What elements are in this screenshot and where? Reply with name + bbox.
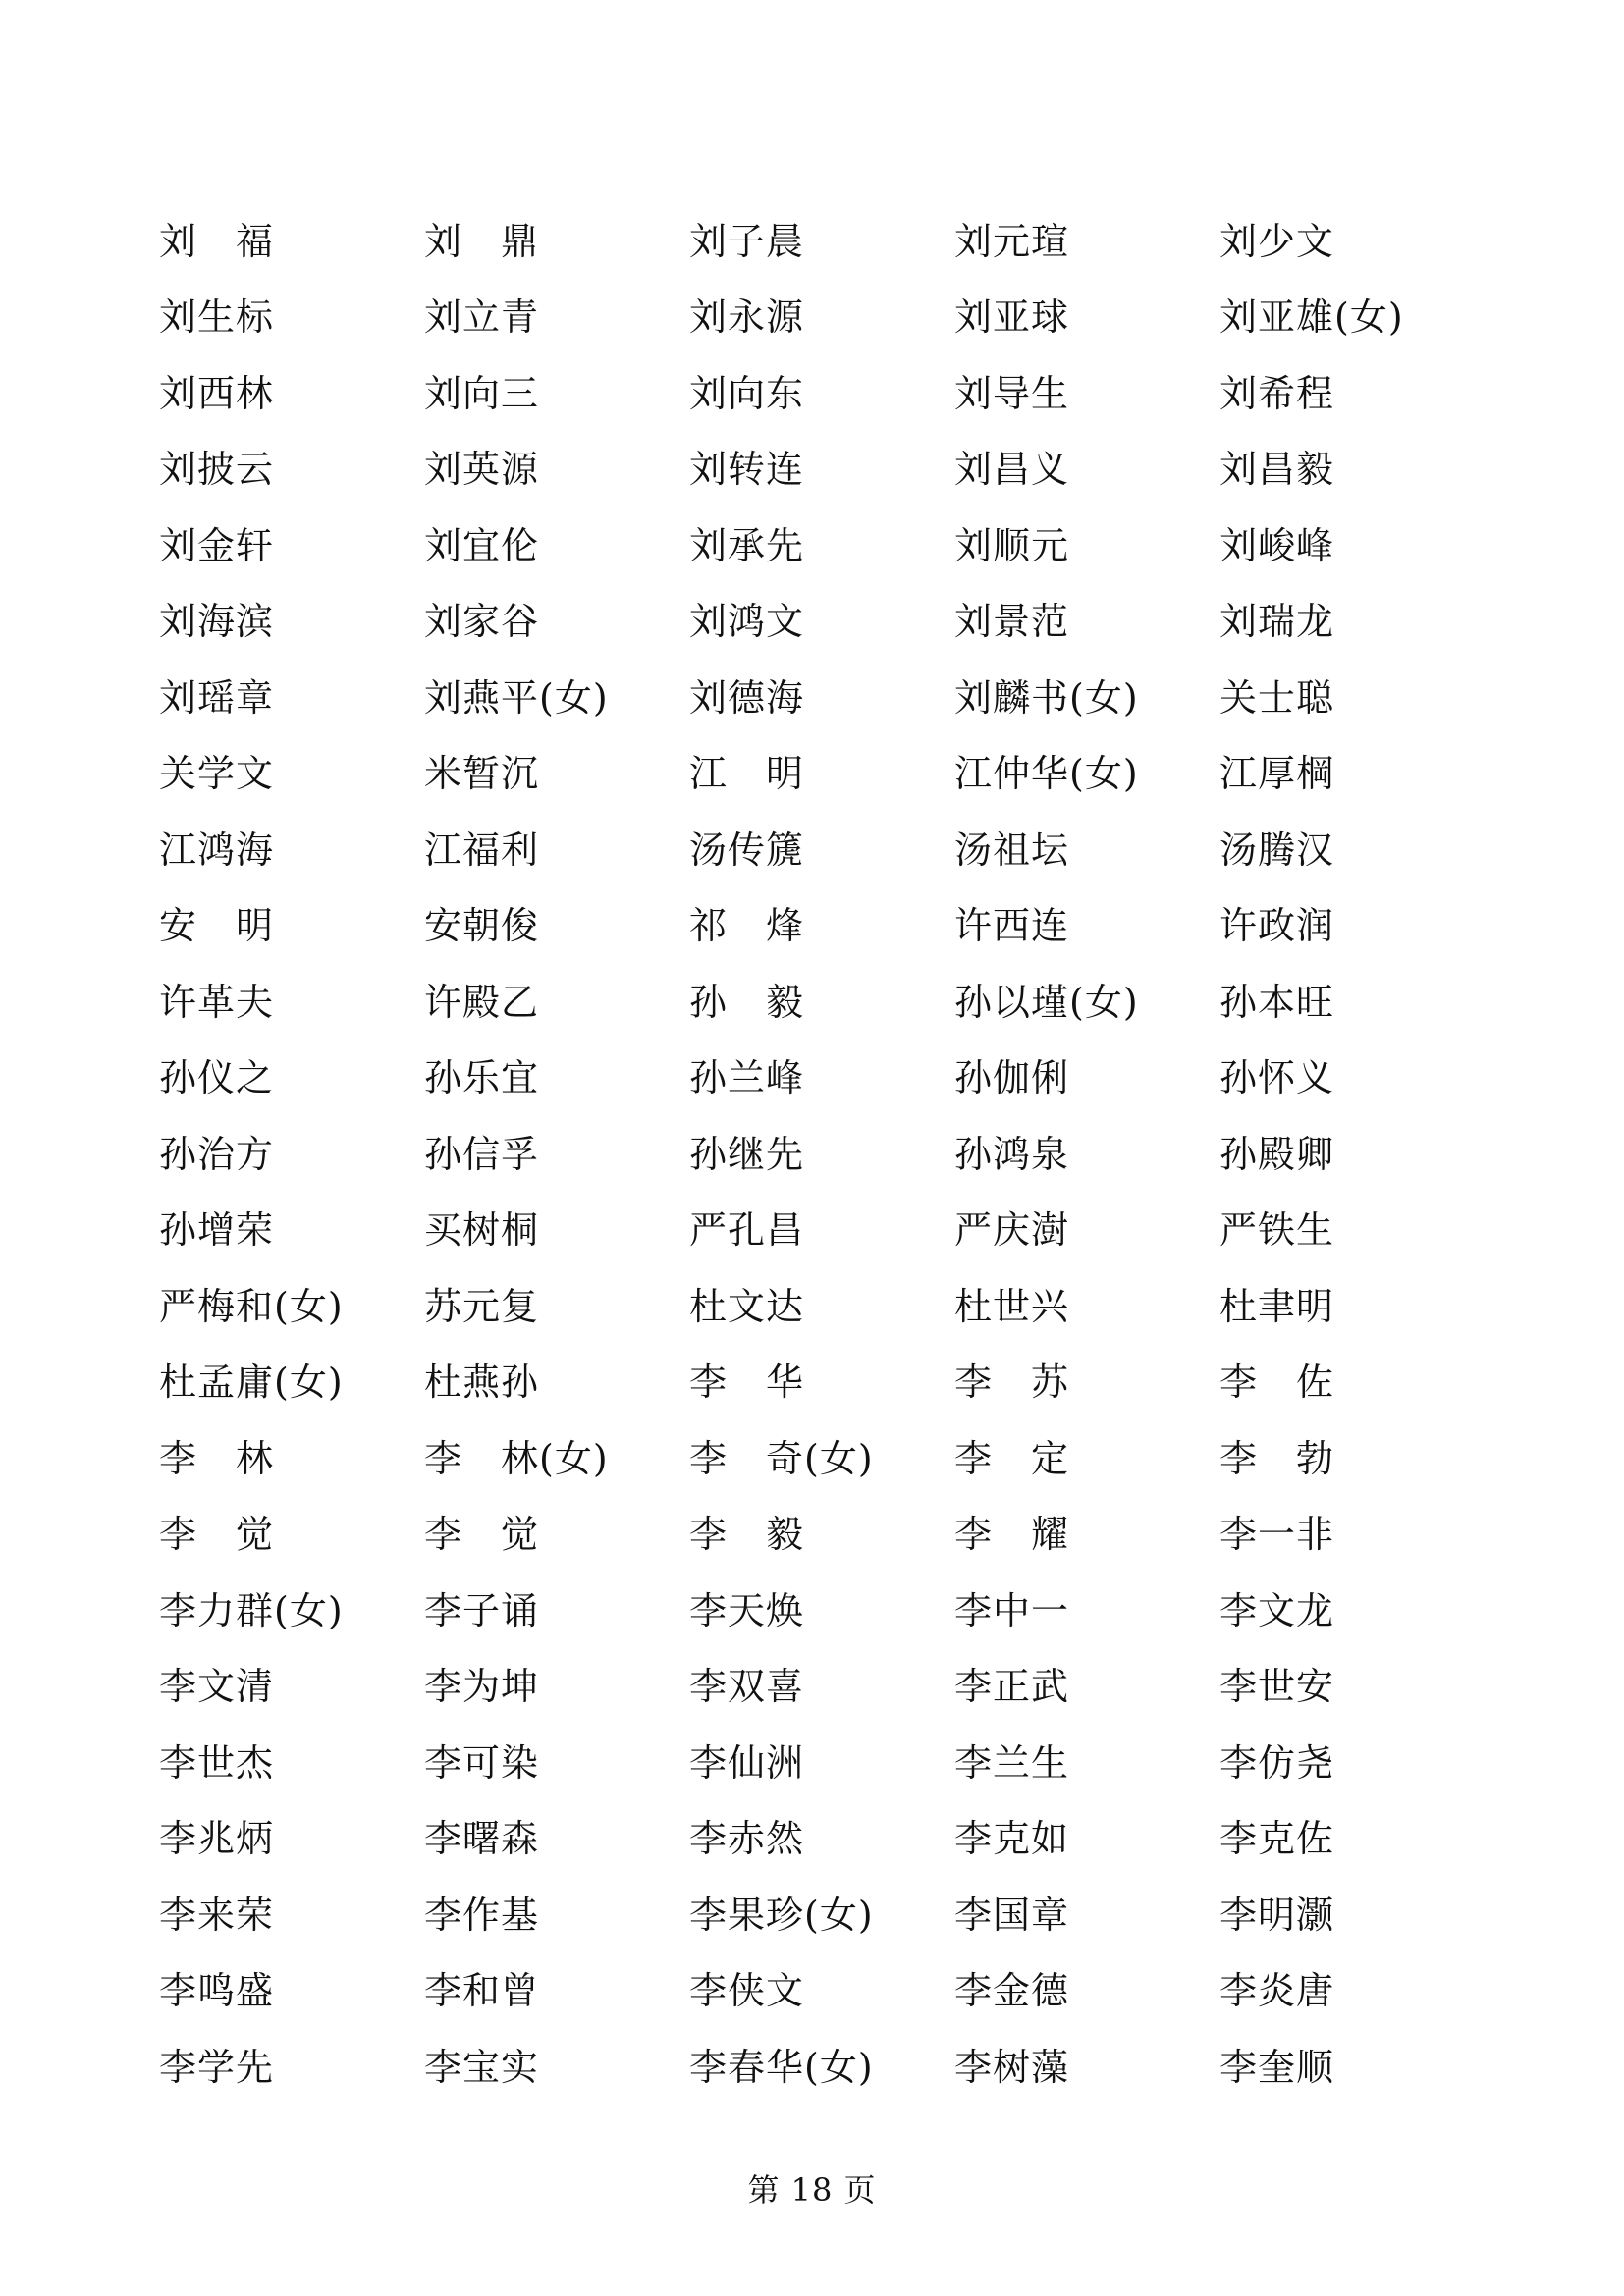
- name-entry: 李正武: [954, 1665, 1070, 1709]
- name-entry: 李 定: [954, 1436, 1070, 1480]
- name-row: [159, 1725, 1534, 1801]
- name-entry: 李奎顺: [1219, 2045, 1335, 2089]
- name-row: [159, 280, 1534, 356]
- name-entry: 李炎唐: [1219, 1969, 1335, 2013]
- name-entry: 孙怀义: [1219, 1056, 1335, 1100]
- name-row: [159, 1420, 1534, 1497]
- name-entry: 孙继先: [689, 1132, 805, 1176]
- name-entry: 李可染: [424, 1740, 540, 1785]
- name-entry: 李明灏: [1219, 1893, 1335, 1937]
- name-entry: 刘向东: [689, 371, 805, 415]
- name-entry: 苏元复: [424, 1284, 540, 1328]
- name-entry: 刘海滨: [159, 600, 275, 644]
- name-entry: 江鸿海: [159, 828, 275, 872]
- name-entry: 刘瑶章: [159, 675, 275, 720]
- name-entry: 严梅和(女): [159, 1284, 344, 1328]
- name-row: [159, 584, 1534, 661]
- name-entry: 刘麟书(女): [954, 675, 1139, 720]
- name-entry: 刘峻峰: [1219, 523, 1335, 567]
- name-entry: 刘 福: [159, 219, 275, 263]
- name-entry: 汤腾汉: [1219, 828, 1335, 872]
- name-entry: 李曙森: [424, 1817, 540, 1861]
- name-entry: 孙殿卿: [1219, 1132, 1335, 1176]
- name-row: [159, 736, 1534, 813]
- name-entry: 刘导生: [954, 371, 1070, 415]
- name-entry: 李春华(女): [689, 2045, 874, 2089]
- name-row: [159, 432, 1534, 508]
- name-entry: 李仙洲: [689, 1740, 805, 1785]
- name-entry: 刘立青: [424, 295, 540, 340]
- name-row: [159, 1193, 1534, 1269]
- name-entry: 关士聪: [1219, 675, 1335, 720]
- name-entry: 孙本旺: [1219, 980, 1335, 1024]
- name-entry: 祁 烽: [689, 904, 805, 948]
- name-entry: 严庆澍: [954, 1208, 1070, 1253]
- name-entry: 买树桐: [424, 1208, 540, 1253]
- name-row: [159, 507, 1534, 584]
- name-entry: 关学文: [159, 752, 275, 796]
- name-entry: 李世安: [1219, 1665, 1335, 1709]
- name-list: [159, 203, 1534, 2106]
- name-row: [159, 1801, 1534, 1878]
- name-row: [159, 1345, 1534, 1421]
- name-entry: 刘 鼎: [424, 219, 540, 263]
- name-entry: 许革夫: [159, 980, 275, 1024]
- name-entry: 孙增荣: [159, 1208, 275, 1253]
- name-entry: 李树藻: [954, 2045, 1070, 2089]
- name-entry: 李宝实: [424, 2045, 540, 2089]
- name-entry: 李 佐: [1219, 1361, 1335, 1405]
- name-entry: 李力群(女): [159, 1588, 344, 1632]
- name-entry: 孙治方: [159, 1132, 275, 1176]
- name-entry: 刘转连: [689, 448, 805, 492]
- name-entry: 刘承先: [689, 523, 805, 567]
- name-entry: 李果珍(女): [689, 1893, 874, 1937]
- name-entry: 刘元瑄: [954, 219, 1070, 263]
- name-entry: 李兆炳: [159, 1817, 275, 1861]
- name-entry: 刘亚球: [954, 295, 1070, 340]
- name-entry: 刘子晨: [689, 219, 805, 263]
- name-entry: 安 明: [159, 904, 275, 948]
- name-entry: 李仿尧: [1219, 1740, 1335, 1785]
- name-entry: 孙鸿泉: [954, 1132, 1070, 1176]
- name-entry: 刘景范: [954, 600, 1070, 644]
- name-entry: 杜燕孙: [424, 1361, 540, 1405]
- name-entry: 刘西林: [159, 371, 275, 415]
- name-entry: 许西连: [954, 904, 1070, 948]
- name-entry: 许殿乙: [424, 980, 540, 1024]
- name-row: [159, 1877, 1534, 1953]
- name-entry: 刘宜伦: [424, 523, 540, 567]
- name-entry: 李 林(女): [424, 1436, 609, 1480]
- name-entry: 李世杰: [159, 1740, 275, 1785]
- name-entry: 杜文达: [689, 1284, 805, 1328]
- name-entry: 李文龙: [1219, 1588, 1335, 1632]
- name-row: [159, 355, 1534, 432]
- name-entry: 李文清: [159, 1665, 275, 1709]
- name-entry: 刘鸿文: [689, 600, 805, 644]
- name-entry: 刘披云: [159, 448, 275, 492]
- name-row: [159, 812, 1534, 888]
- name-entry: 汤传篪: [689, 828, 805, 872]
- name-entry: 孙兰峰: [689, 1056, 805, 1100]
- name-row: [159, 1497, 1534, 1574]
- name-entry: 严铁生: [1219, 1208, 1335, 1253]
- name-entry: 安朝俊: [424, 904, 540, 948]
- name-entry: 李侠文: [689, 1969, 805, 2013]
- name-entry: 李中一: [954, 1588, 1070, 1632]
- name-entry: 杜世兴: [954, 1284, 1070, 1328]
- name-entry: 刘永源: [689, 295, 805, 340]
- name-entry: 刘顺元: [954, 523, 1070, 567]
- name-entry: 孙以瑾(女): [954, 980, 1139, 1024]
- name-entry: 江厚棡: [1219, 752, 1335, 796]
- name-entry: 李一非: [1219, 1513, 1335, 1557]
- name-entry: 李 觉: [159, 1513, 275, 1557]
- name-entry: 刘燕平(女): [424, 675, 609, 720]
- name-entry: 米暂沉: [424, 752, 540, 796]
- name-entry: 刘希程: [1219, 371, 1335, 415]
- name-entry: 江 明: [689, 752, 805, 796]
- name-entry: 李 奇(女): [689, 1436, 874, 1480]
- name-entry: 李克如: [954, 1817, 1070, 1861]
- name-row: [159, 203, 1534, 280]
- name-entry: 李学先: [159, 2045, 275, 2089]
- name-row: [159, 1268, 1534, 1345]
- name-row: [159, 1116, 1534, 1193]
- name-entry: 刘金轩: [159, 523, 275, 567]
- name-entry: 汤祖坛: [954, 828, 1070, 872]
- name-entry: 孙 毅: [689, 980, 805, 1024]
- name-entry: 李克佐: [1219, 1817, 1335, 1861]
- name-entry: 李 勃: [1219, 1436, 1335, 1480]
- name-entry: 李金德: [954, 1969, 1070, 2013]
- name-entry: 李 华: [689, 1361, 805, 1405]
- page-number: 第 18 页: [747, 2171, 877, 2209]
- name-entry: 李 苏: [954, 1361, 1070, 1405]
- name-entry: 李赤然: [689, 1817, 805, 1861]
- name-entry: 李天焕: [689, 1588, 805, 1632]
- name-row: [159, 1953, 1534, 2030]
- name-entry: 李双喜: [689, 1665, 805, 1709]
- name-entry: 李国章: [954, 1893, 1070, 1937]
- name-entry: 孙乐宜: [424, 1056, 540, 1100]
- name-entry: 刘昌义: [954, 448, 1070, 492]
- name-entry: 刘少文: [1219, 219, 1335, 263]
- name-entry: 孙信孚: [424, 1132, 540, 1176]
- name-entry: 李子诵: [424, 1588, 540, 1632]
- name-entry: 刘德海: [689, 675, 805, 720]
- name-entry: 李 觉: [424, 1513, 540, 1557]
- name-row: [159, 964, 1534, 1041]
- name-row: [159, 2029, 1534, 2106]
- name-row: [159, 888, 1534, 965]
- name-entry: 孙仪之: [159, 1056, 275, 1100]
- name-entry: 刘昌毅: [1219, 448, 1335, 492]
- name-entry: 江仲华(女): [954, 752, 1139, 796]
- name-row: [159, 1041, 1534, 1117]
- name-entry: 李 耀: [954, 1513, 1070, 1557]
- name-entry: 李来荣: [159, 1893, 275, 1937]
- name-entry: 李 毅: [689, 1513, 805, 1557]
- name-entry: 杜聿明: [1219, 1284, 1335, 1328]
- name-entry: 刘亚雄(女): [1219, 295, 1404, 340]
- name-row: [159, 1573, 1534, 1649]
- name-entry: 江福利: [424, 828, 540, 872]
- name-entry: 刘瑞龙: [1219, 600, 1335, 644]
- name-entry: 李作基: [424, 1893, 540, 1937]
- name-entry: 刘向三: [424, 371, 540, 415]
- name-entry: 李为坤: [424, 1665, 540, 1709]
- name-entry: 刘生标: [159, 295, 275, 340]
- name-entry: 李 林: [159, 1436, 275, 1480]
- name-entry: 孙伽俐: [954, 1056, 1070, 1100]
- name-entry: 李和曾: [424, 1969, 540, 2013]
- name-entry: 李鸣盛: [159, 1969, 275, 2013]
- name-entry: 刘家谷: [424, 600, 540, 644]
- name-entry: 李兰生: [954, 1740, 1070, 1785]
- name-row: [159, 660, 1534, 736]
- name-row: [159, 1649, 1534, 1726]
- name-entry: 许政润: [1219, 904, 1335, 948]
- name-entry: 严孔昌: [689, 1208, 805, 1253]
- name-entry: 杜孟庸(女): [159, 1361, 344, 1405]
- name-entry: 刘英源: [424, 448, 540, 492]
